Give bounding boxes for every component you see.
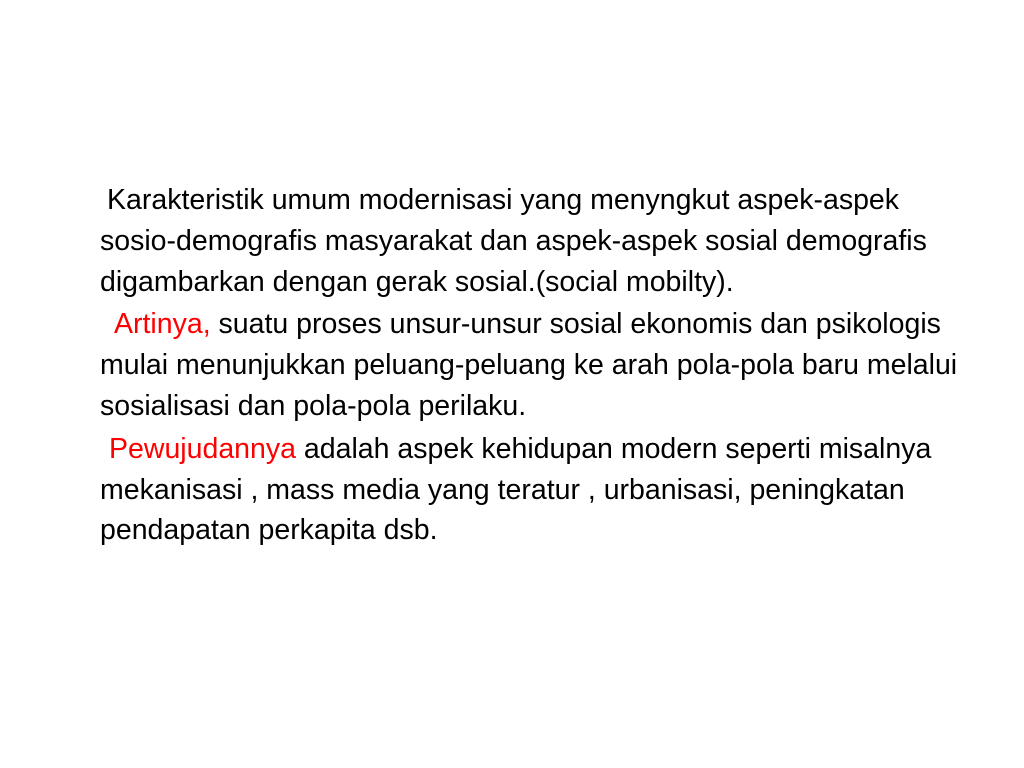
paragraph-meaning	[100, 304, 980, 426]
paragraph-text: suatu proses unsur-unsur sosial ekonomis dan psikologis mulai menunjukkan peluang-peluang ke arah pola-pola baru melalui sosialisasi dan pola-pola perilaku.	[100, 308, 958, 422]
slide-body	[100, 180, 980, 553]
paragraph-text: adalah aspek kehidupan modern seperti misalnya mekanisasi , mass media yang teratur , urbanisasi, peningkatan pendapatan perkapita dsb.	[100, 432, 932, 547]
highlight-term-artinya: Artinya,	[114, 308, 211, 341]
paragraph-manifestation	[100, 429, 980, 551]
paragraph-characteristics	[100, 180, 980, 302]
highlight-term-pewujudannya: Pewujudannya	[109, 432, 296, 465]
paragraph-text: Karakteristik umum modernisasi yang menyngkut aspek-aspek sosio-demografis masyarakat dan aspek-aspek sosial demografis digambarkan dengan gerak sosial.(social mobilty).	[100, 184, 927, 298]
